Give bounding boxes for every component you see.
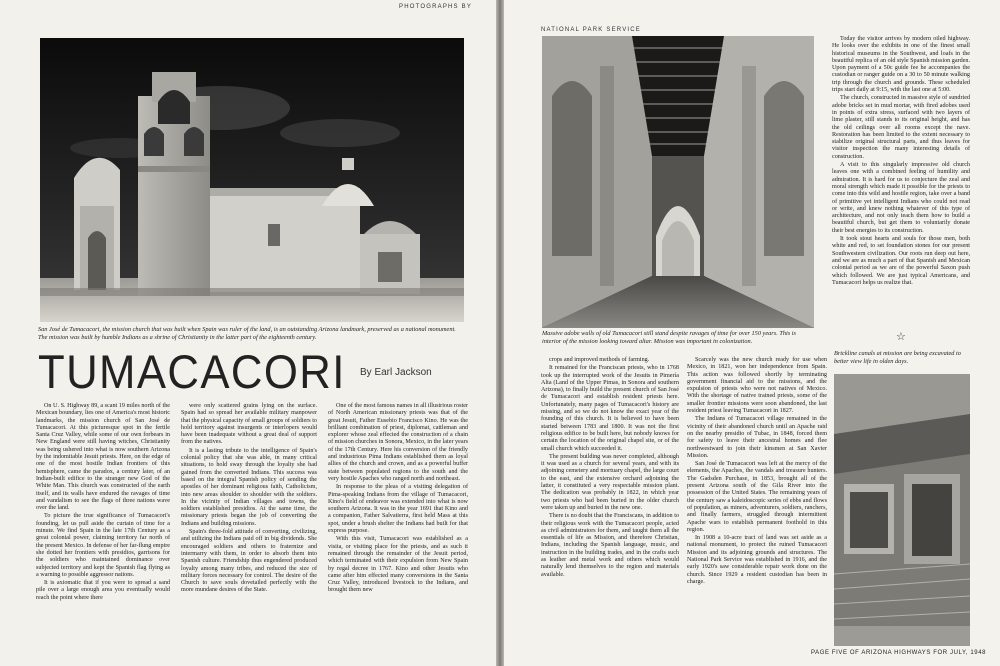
article-column-2 bbox=[181, 403, 317, 596]
paragraph: In response to the pleas of a visiting delegation of Pima-speaking Indians from the village of Tumacacori, Kino's field of endeavor was extended into what is now southern Arizona. It was in the year 1691 that Kino and a companion, Father Salvatierra, first held Mass at this spot, under a brush shelter the Indians had built for that express purpose. bbox=[328, 484, 468, 535]
mission-interior-photo bbox=[542, 36, 814, 328]
mission-exterior-illustration bbox=[40, 38, 464, 322]
paragraph: It is axiomatic that if you were to spread a sand pile over a large enough area you eventually would reach the point where there bbox=[36, 580, 170, 601]
paragraph: It remained for the Franciscan priests, who in 1768 took up the interrupted work of the Jesuits in Pimería Alta (Land of the Upper Pimas, in Sonora and southern Arizona), to finally build the present church of San José de Tumacacori and establish resident priests here. Unfortunately, many pages of Tumacacori's history are missing, and so we do not know the exact year of the founding of this church. It is believed to have been started between 1783 and 1800. It was not the first religious edifice to be built here, but nobody knows for certain the location of the original chapel site, or of the small church which succeeded it. bbox=[541, 365, 679, 452]
paragraph: On U. S. Highway 89, a scant 19 miles north of the Mexican boundary, lies one of America's most historic landmarks, the mission church of San José de Tumacacori. At this picturesque spot in the fertile Santa Cruz Valley, while some of our own forbears in New England were still having witches, Christianity was being ushered into what is now southern Arizona by the indomitable Jesuit priests. Here, on the edge of one of the most hostile Indian frontiers of this hemisphere, came the paradox, a century later, of an Indian-built edifice to the stranger new God of the White Man. This church was constructed of the earth itself, and its walls have endured the ravages of time and vandalism to see the flags of three nations wave over the land. bbox=[36, 403, 170, 512]
main-photo-caption: San José de Tumacacori, the mission church that was built when Spain was ruler of the land, is an outstanding Arizona landmark, preserved as a national monument. The mission was built by humble Indians as a shrine of Christianity in the latter part of the eighteenth century. bbox=[38, 326, 456, 341]
paragraph: crops and improved methods of farming. bbox=[549, 357, 650, 363]
article-column-6 bbox=[832, 36, 970, 288]
article-column-4 bbox=[541, 357, 679, 580]
article-column-1 bbox=[36, 403, 170, 603]
paragraph: The Indians of Tumacacori village remained in the vicinity of their abandoned church until an Apache raid on the nearby presidio of Tubac, in 1848, forced them for safety to leave their ancestral homes and flee northwestward to join their kinsmen at San Xavier Mission. bbox=[687, 416, 827, 459]
paragraph: were only scattered grains lying on the surface. Spain had so spread her available military manpower that the physical capacity of small groups of soldiers to hold territory against insurgents or interlopers would have been inadequate without a great deal of support from the natives. bbox=[181, 403, 317, 446]
paragraph: The church, constructed in massive style of sundried adobe bricks set in mud mortar, with fired adobes used in points of extra stress, surfaced with two layers of lime plaster, still stands to its original height, and has the old ceilings over all rooms except the nave. Restoration has been limited to the extent necessary to stabilize original structural parts, and thus leaves for visitor inspection the many interesting details of construction. bbox=[832, 95, 970, 160]
canals-illustration bbox=[834, 374, 970, 646]
paragraph: In 1908 a 10-acre tract of land was set aside as a national monument, to protect the ruined Tumacacori Mission and its adjoining grounds and structures. The National Park Service was established in 1916, and the early 1920's saw considerable repair work done on the church. Since 1929 a resident custodian has been in charge. bbox=[687, 535, 827, 585]
article-title: TUMACACORI bbox=[38, 345, 346, 398]
article-column-5 bbox=[687, 357, 827, 587]
photo-credit-heading: PHOTOGRAPHS BY bbox=[399, 4, 473, 10]
article-column-3 bbox=[328, 403, 468, 596]
right-page bbox=[504, 0, 1000, 666]
canals-photo-caption: Brickline canals at mission are being excavated to better view life in olden days. bbox=[834, 350, 961, 365]
section-end-star-icon: ☆ bbox=[896, 331, 906, 343]
page-gutter bbox=[496, 0, 504, 666]
article-byline: By Earl Jackson bbox=[360, 367, 432, 378]
paragraph: There is no doubt that the Franciscans, in addition to their religious work with the Tumacacori people, acted as civil administrators for them, and taught them all the essentials of life as Mission, and therefore Christian, Indians, including the Spanish language, music, and instruction in the building trades, and in the crafts such as leather and metal work and others which would naturally lend themselves to the region and materials available. bbox=[541, 513, 679, 578]
paragraph: Scarcely was the new church ready for use when Mexico, in 1821, won her independence from Spain. This action was followed shortly by terminating government financial aid to the missions, and the expulsion of priests who were not natives of Mexico. With the shortage of native trained priests, some of the smaller frontier missions were soon abandoned, the last resident priest leaving Tumacacori in 1827. bbox=[687, 357, 827, 415]
page-footer: PAGE FIVE OF ARIZONA HIGHWAYS FOR JULY, 1948 bbox=[811, 650, 987, 656]
mission-interior-illustration bbox=[542, 36, 814, 328]
paragraph: It took stout hearts and souls for those men, both white and red, to set foundation stones for our present Southwestern civilization. Our roots run deep out here, and we are as much a part of that Spanish and Mexican colonial period as we are of the powerful Saxon push which followed. We are just typical Americans, and Tumacacori helps us realize that. bbox=[832, 236, 970, 286]
canals-excavation-photo bbox=[834, 374, 970, 646]
paragraph: A visit to this singularly impressive old church leaves one with a combined feeling of humility and admiration. It is hard for us to conjecture the zeal and moral strength which made it possible for the priests to come into this wild and hostile region, take over a band of primitive yet intelligent Indians who could not read or write, and knew nothing whatever of this type of architecture, and not only teach them how to build a beautiful church, but get them to voluntarily donate their best energies to its construction. bbox=[832, 162, 970, 234]
paragraph: With this visit, Tumacacori was established as a visita, or visiting place for the priests, and as such it remained through the remainder of the Jesuit period, which terminated with their expulsion from New Spain by regal decree in 1767. Kino and other Jesuits who came after him effected many conversions in the Santa Cruz Valley, introduced livestock to the Indians, and brought them new bbox=[328, 536, 468, 594]
paragraph: One of the most famous names in all illustrious roster of North American missionary priests was that of the great Jesuit, Father Eusebio Francisco Kino. He was the brilliant combination of priest, diplomat, cattleman and explorer whose zeal effected the construction of a chain of mission churches in Sonora, Mexico, in the later years of the 17th Century. Here his conversion of the friendly and industrious Pima Indians established them as loyal allies of the church and crown, and as a powerful buffer state between populated regions to the south and the very hostile Apaches who ranged north and northeast. bbox=[328, 403, 469, 482]
interior-photo-caption: Massive adobe walls of old Tumacacori still stand despite ravages of time for over 150 years. This is interior of the mission looking toward altar. Mission was important in colonization. bbox=[542, 330, 796, 345]
agency-credit-heading: NATIONAL PARK SERVICE bbox=[541, 27, 641, 33]
left-page bbox=[0, 0, 496, 666]
paragraph: The present building was never completed, although it was used as a church for several years, and with its adjoining cemetery and mortuary chapel, the large court to the east, and the extensive orchard adjoining the latter, it constituted a very respectable mission plant. The dedication was probably in 1822, in which year two priests who had been buried in the older church were taken up and buried in the new one. bbox=[541, 453, 679, 511]
paragraph: San José de Tumacacori was left at the mercy of the elements, the Apaches, the vandals and treasure hunters. The Gadsden Purchase, in 1853, brought all of the present Arizona south of the Gila River into the possession of the United States. The remaining years of the century saw a kaleidoscopic series of ebbs and flows of population, as miners, adventurers, soldiers, ranchers, and finally farmers, struggled through intermittent Apache wars to establish permanent foothold in this region. bbox=[687, 461, 827, 533]
paragraph: Spain's three-fold attitude of converting, civilizing, and utilizing the Indians paid off in big dividends. She encouraged soldiers and others to fraternize and intermarry with them, in order to absorb them into Spanish culture. Friendship thus engendered produced loyalty among many tribes, and reduced the size of military forces necessary for control. The desire of the Church to save souls dovetailed perfectly with the more mundane desires of the State. bbox=[181, 529, 317, 594]
paragraph: Today the visitor arrives by modern oiled highway. He looks over the exhibits in one of the finest small historical museums in the Southwest, and loafs in the beautiful replica of an old style Spanish mission garden. Upon payment of a 50c guide fee he accompanies the custodian or ranger guide on a 30 to 50 minute walking trip through the church and grounds. These scheduled trips start daily at 9:15, with the last one at 5:00. bbox=[832, 36, 970, 94]
mission-exterior-photo bbox=[40, 38, 464, 322]
paragraph: It is a lasting tribute to the intelligence of Spain's colonial policy that she was able, in many critical situations, to hold sway through the loyalty she had gained from the converted Indians. This success was based on the integral Spanish policy of sending the apostles of her dominant religious faith, Catholicism, into new areas shoulder to shoulder with the soldiers. In the vicinity of Indian villages and towns, the soldiers established presidios. At the same time, the missionary priests began the job of converting the Indians and building missions. bbox=[181, 447, 317, 527]
paragraph: To picture the true significance of Tumacacori's founding, let us pull aside the curtain of time for a minute. We find Spain in the late 17th Century as a great colonial power, claiming territory far north of the present Mexico. In defense of her far-flung empire she dotted her frontiers with presidios, garrisons for the soldiers who maintained dominance over subjected territory and kept the Spanish flag flying as a warning to possible aggressor nations. bbox=[36, 513, 170, 578]
